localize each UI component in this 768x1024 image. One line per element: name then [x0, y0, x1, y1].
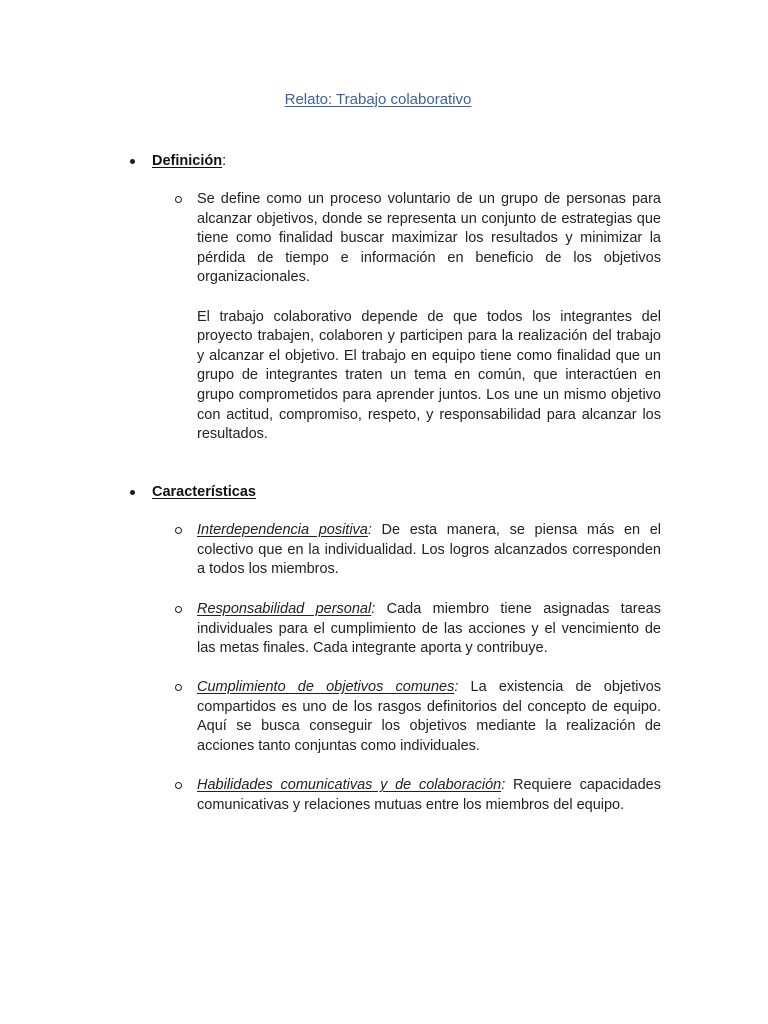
caracteristica-text: Cumplimiento de objetivos comunes: La existencia de objetivos compartidos es uno de los rasgos definitorios del concepto de equipo. Aquí se busca conseguir los objetivos mediante la realización de acciones tanto conjuntas como individuales.: [197, 679, 662, 754]
heading-caracteristicas: Características: [152, 484, 256, 500]
bullet-dot-icon: [130, 490, 135, 495]
circle-bullet-icon: [175, 782, 182, 789]
section-definicion: [0, 151, 768, 173]
caracteristica-text: Responsabilidad personal: Cada miembro tiene asignadas tareas individuales para el cumplimiento de las acciones y el vencimiento de las metas finales. Cada integrante aporta y contribuye.: [197, 601, 661, 657]
caracteristica-term: Cumplimiento de objetivos comunes: [197, 679, 455, 695]
bullet-definicion: [0, 151, 768, 173]
document-title: Relato: Trabajo colaborativo: [284, 91, 472, 108]
caracteristica-description: La existencia de objetivos compartidos es uno de los rasgos definitorios del concepto de equipo. Aquí se busca conseguir los objetivos mediante la realización de acciones tanto conjuntas como individuales.: [197, 679, 662, 754]
section-caracteristicas: [0, 482, 768, 504]
circle-bullet-icon: [175, 196, 182, 203]
heading-definicion: Definición:: [152, 153, 227, 169]
caracteristica-description: Requiere capacidades comunicativas y relaciones mutuas entre los miembros del equipo.: [197, 777, 661, 813]
circle-bullet-icon: [175, 606, 182, 613]
bullet-dot-icon: [130, 159, 135, 164]
definicion-paragraph-2: El trabajo colaborativo depende de que todos los integrantes del proyecto trabajen, colaboren y participen para la realización del trabajo y alcanzar el objetivo. El trabajo en equipo tiene como finalidad que un grupo de integrantes traten un tema en común, que interactúen en grupo comprometidos para aprender juntos. Los une un mismo objetivo con actitud, compromiso, respeto, y responsabilidad para alcanzar los resultados.: [197, 308, 661, 443]
caracteristica-text: Interdependencia positiva: De esta manera, se piensa más en el colectivo que en la individualidad. Los logros alcanzados corresponden a todos los miembros.: [197, 522, 661, 578]
circle-bullet-icon: [175, 527, 182, 534]
bullet-caracteristicas: [0, 482, 768, 504]
caracteristica-term: Interdependencia positiva: [197, 522, 368, 538]
caracteristica-term: Habilidades comunicativas y de colaboración: [197, 777, 502, 793]
caracteristica-description: Cada miembro tiene asignadas tareas individuales para el cumplimiento de las acciones y el vencimiento de las metas finales. Cada integrante aporta y contribuye.: [197, 601, 661, 657]
circle-bullet-icon: [175, 684, 182, 691]
caracteristica-text: Habilidades comunicativas y de colaboración: Requiere capacidades comunicativas y relaciones mutuas entre los miembros del equipo.: [197, 777, 661, 813]
definicion-paragraph-1: Se define como un proceso voluntario de un grupo de personas para alcanzar objetivos, donde se representa un conjunto de estrategias que tiene como finalidad buscar maximizar los resultados y minimizar la pérdida de tiempo e información en beneficio de los objetivos organizacionales.: [197, 191, 661, 286]
caracteristica-description: De esta manera, se piensa más en el colectivo que en la individualidad. Los logros alcanzados corresponden a todos los miembros.: [197, 522, 661, 578]
definicion-text: [197, 190, 661, 445]
caracteristica-term: Responsabilidad personal: [197, 601, 372, 617]
